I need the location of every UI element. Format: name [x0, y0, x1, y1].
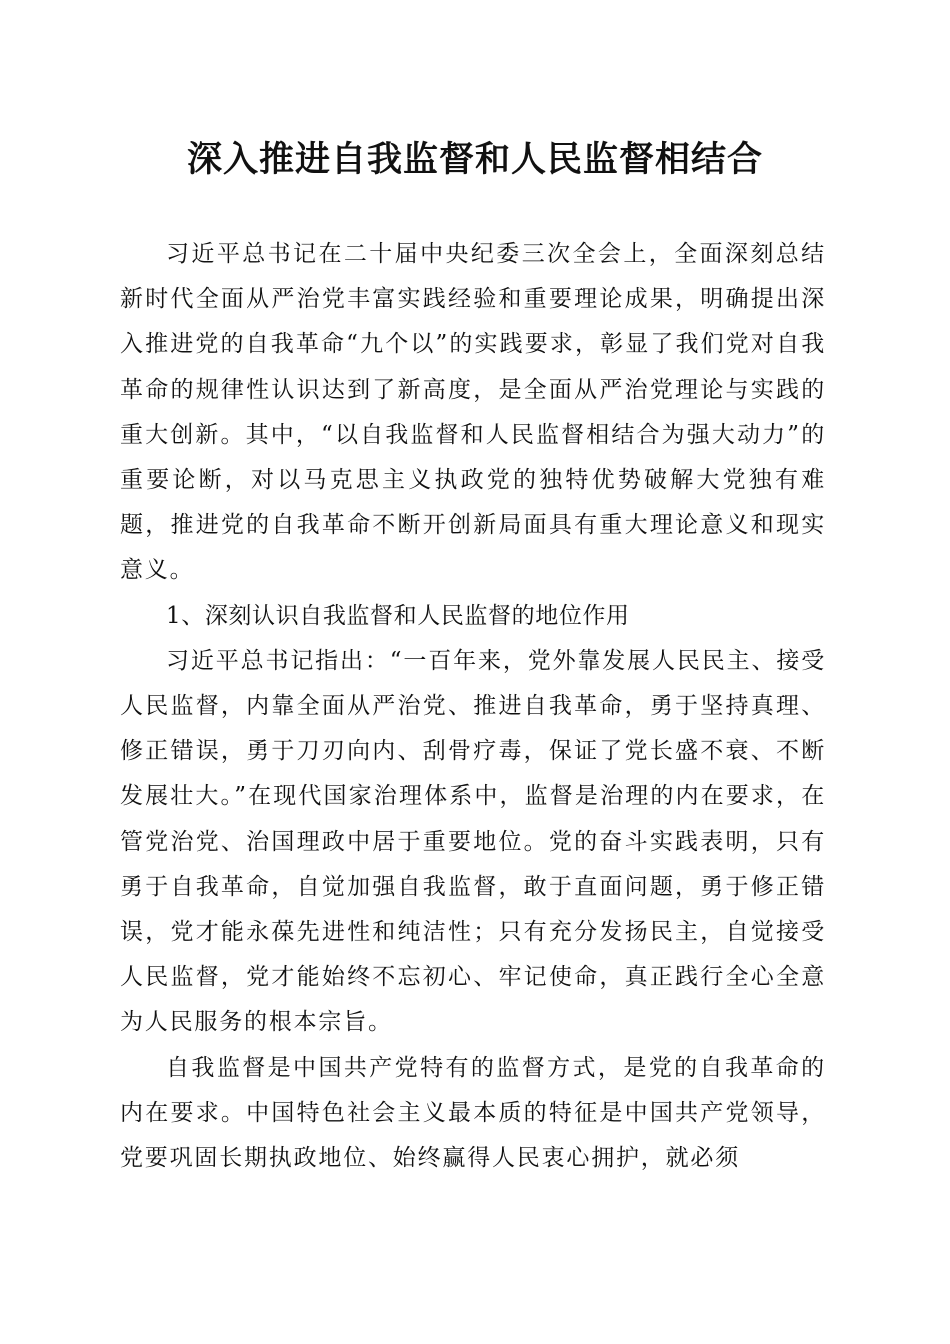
- paragraph-intro: 习近平总书记在二十届中央纪委三次全会上，全面深刻总结新时代全面从严治党丰富实践经验和重要理论成果，明确提出深入推进党的自我革命“九个以”的实践要求，彰显了我们党对自我革命的规律性认识达到了新高度，是全面从严治党理论与实践的重大创新。其中，“以自我监督和人民监督相结合为强大动力”的重要论断，对以马克思主义执政党的独特优势破解大党独有难题，推进党的自我革命不断开创新局面具有重大理论意义和现实意义。: [120, 241, 826, 584]
- document-title: 深入推进自我监督和人民监督相结合: [186, 139, 763, 180]
- document-body: [120, 232, 826, 1181]
- section-heading-1: 1、深刻认识自我监督和人民监督的地位作用: [166, 602, 630, 629]
- paragraph-quote: 习近平总书记指出：“一百年来，党外靠发展人民民主、接受人民监督，内靠全面从严治党、推进自我革命，勇于坚持真理、修正错误，勇于刀刃向内、刮骨疗毒，保证了党长盛不衰、不断发展壮大。”在现代国家治理体系中，监督是治理的内在要求，在管党治党、治国理政中居于重要地位。党的奋斗实践表明，只有勇于自我革命，自觉加强自我监督，敢于直面问题，勇于修正错误，党才能永葆先进性和纯洁性；只有充分发扬民主，自觉接受人民监督，党才能始终不忘初心、牢记使命，真正践行全心全意为人民服务的根本宗旨。: [120, 647, 826, 1036]
- paragraph-self-supervision: 自我监督是中国共产党特有的监督方式，是党的自我革命的内在要求。中国特色社会主义最本质的特征是中国共产党领导，党要巩固长期执政地位、始终赢得人民衷心拥护，就必须: [120, 1054, 826, 1172]
